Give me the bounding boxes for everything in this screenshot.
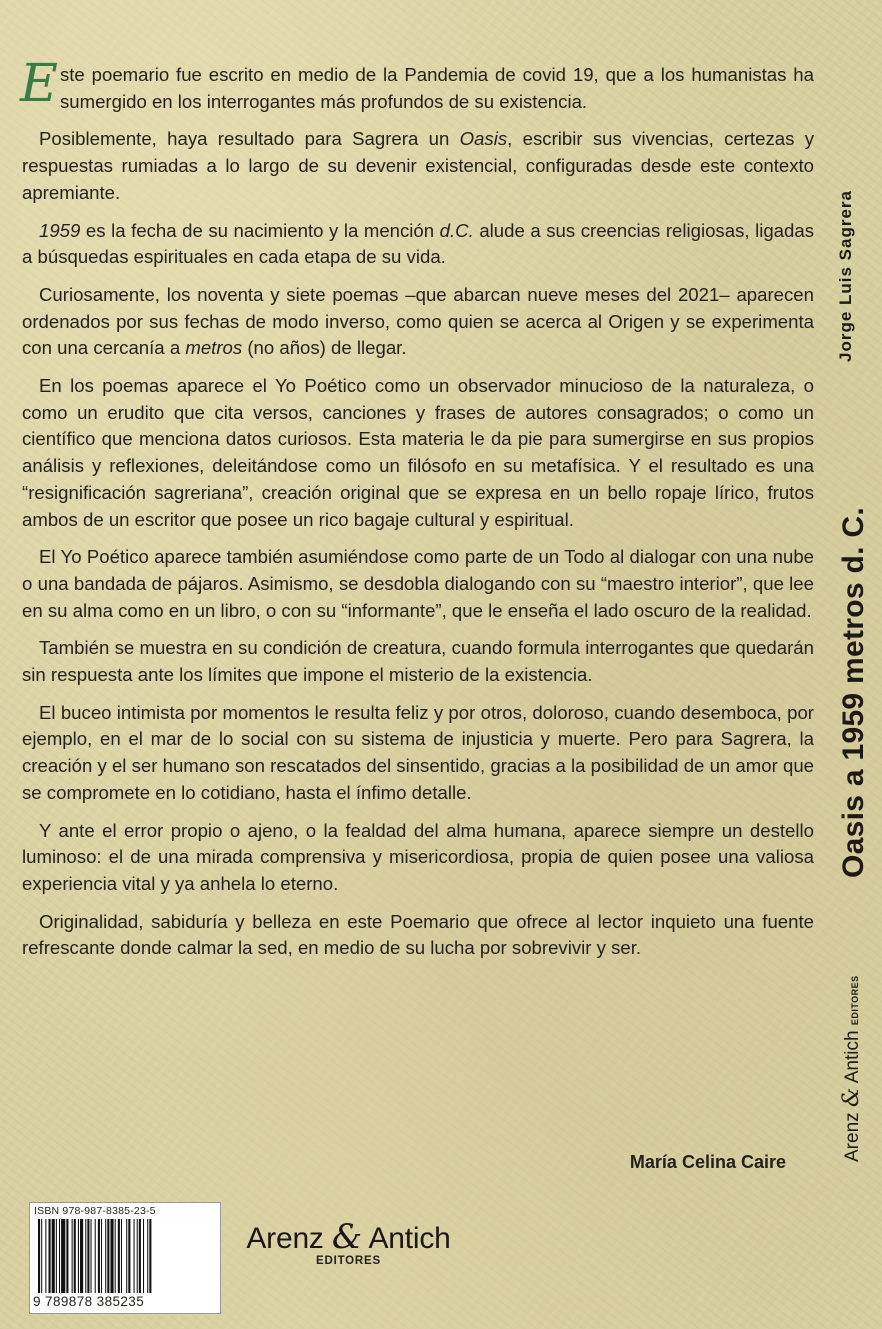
back-cover-text — [20, 54, 814, 973]
spine-publisher-left: Arenz — [842, 1112, 863, 1162]
paragraph-3-italic-year: 1959 — [39, 219, 81, 241]
publisher-logo — [241, 1217, 456, 1267]
author-signature: María Celina Caire — [629, 1152, 786, 1172]
barcode-digits: 9 789878 385235 — [33, 1294, 145, 1309]
paragraph-9: Y ante el error propio o ajeno, o la fealdad del alma humana, aparece siempre un destello luminoso: el de una mirada comprensiva y misericordiosa, propia de quien posee una valiosa experiencia vital y ya anhela lo eterno. — [22, 819, 814, 894]
paragraph-2 — [22, 126, 814, 206]
barcode-icon — [36, 1219, 214, 1293]
isbn-label: ISBN 978-987-8385-23-5 — [34, 1205, 156, 1217]
spine-publisher-right: Antich — [842, 1030, 863, 1084]
drop-cap: E — [20, 54, 58, 114]
paragraph-4-italic: metros — [185, 337, 243, 359]
spine-publisher — [839, 975, 864, 1162]
paragraph-3 — [22, 218, 814, 271]
paragraph-2-text-a: Posiblemente, haya resultado para Sagrera un — [39, 128, 460, 150]
paragraph-2-text-b: , escribir sus vivencias, certezas y respuestas rumiadas a lo largo de su devenir existencial, configuradas desde este contexto apremiante. — [22, 128, 814, 203]
spine-author: Jorge Luis Sagrera — [836, 189, 855, 362]
paragraph-4 — [22, 282, 814, 362]
paragraph-10: Originalidad, sabiduría y belleza en este Poemario que ofrece al lector inquieto una fuente refrescante donde calmar la sed, en medio de su lucha por sobrevivir y ser. — [22, 910, 814, 959]
paragraph-4-text-b: (no años) de llegar. — [242, 337, 407, 359]
paragraph-3-text-b: alude a sus creencias religiosas, ligadas a búsquedas espirituales en cada etapa de su vida. — [22, 219, 814, 268]
publisher-name-left: Arenz — [246, 1222, 324, 1255]
publisher-name — [241, 1217, 456, 1257]
paragraph-1-text: ste poemario fue escrito en medio de la Pandemia de covid 19, que a los humanistas ha sumergido en los interrogantes más profundos de su existencia. — [59, 64, 814, 112]
paragraph-2-italic: Oasis — [459, 128, 508, 150]
paragraph-8: El buceo intimista por momentos le resulta feliz y por otros, doloroso, cuando desemboca, por ejemplo, en el mar de lo social con su sistema de injusticia y muerte. Pero para Sagrera, la creación y el ser humano son rescatados del sinsentido, gracias a la posibilidad de un amor que se compromete en lo cotidiano, hasta el ínfimo detalle. — [22, 701, 814, 803]
paragraph-1 — [20, 54, 814, 115]
paragraph-4-text-a: Curiosamente, los noventa y siete poemas –que abarcan nueve meses del 2021– aparecen ordenados por sus fechas de modo inverso, como quien se acerca al Origen y se experimenta con una cercanía a — [22, 283, 814, 359]
spine-publisher-subtitle: EDITORES — [850, 975, 860, 1026]
spine-publisher-ampersand: & — [839, 1087, 864, 1108]
publisher-name-right: Antich — [368, 1222, 451, 1255]
paragraph-5: En los poemas aparece el Yo Poético como un observador minucioso de la naturaleza, o como un erudito que cita versos, canciones y frases de autores consagrados; o como un científico que menciona datos curiosos. Esta materia le da pie para sumergirse en sus propios análisis y reflexiones, deleitándose como un filósofo en su metafísica. Y el resultado es una “resignificación sagreriana”, creación original que se expresa en un bello ropaje lírico, frutos ambos de un escritor que posee un rico bagaje cultural y espiritual. — [22, 375, 814, 530]
paragraph-7: También se muestra en su condición de creatura, cuando formula interrogantes que quedarán sin respuesta ante los límites que impone el misterio de la existencia. — [22, 637, 814, 686]
paragraph-6: El Yo Poético aparece también asumiéndose como parte de un Todo al dialogar con una nube o una bandada de pájaros. Asimismo, se desdobla dialogando con su “maestro interior”, que lee en su alma como en un libro, o con su “informante”, que le enseña el lado oscuro de la realidad. — [22, 546, 814, 621]
publisher-ampersand: & — [331, 1217, 362, 1257]
spine-title: Oasis a 1959 metros d. C. — [837, 506, 870, 878]
publisher-subtitle: EDITORES — [316, 1255, 381, 1267]
isbn-barcode — [29, 1202, 221, 1314]
paragraph-3-text-a: es la fecha de su nacimiento y la mención — [80, 219, 440, 241]
paragraph-3-italic-dc: d.C. — [439, 219, 474, 241]
